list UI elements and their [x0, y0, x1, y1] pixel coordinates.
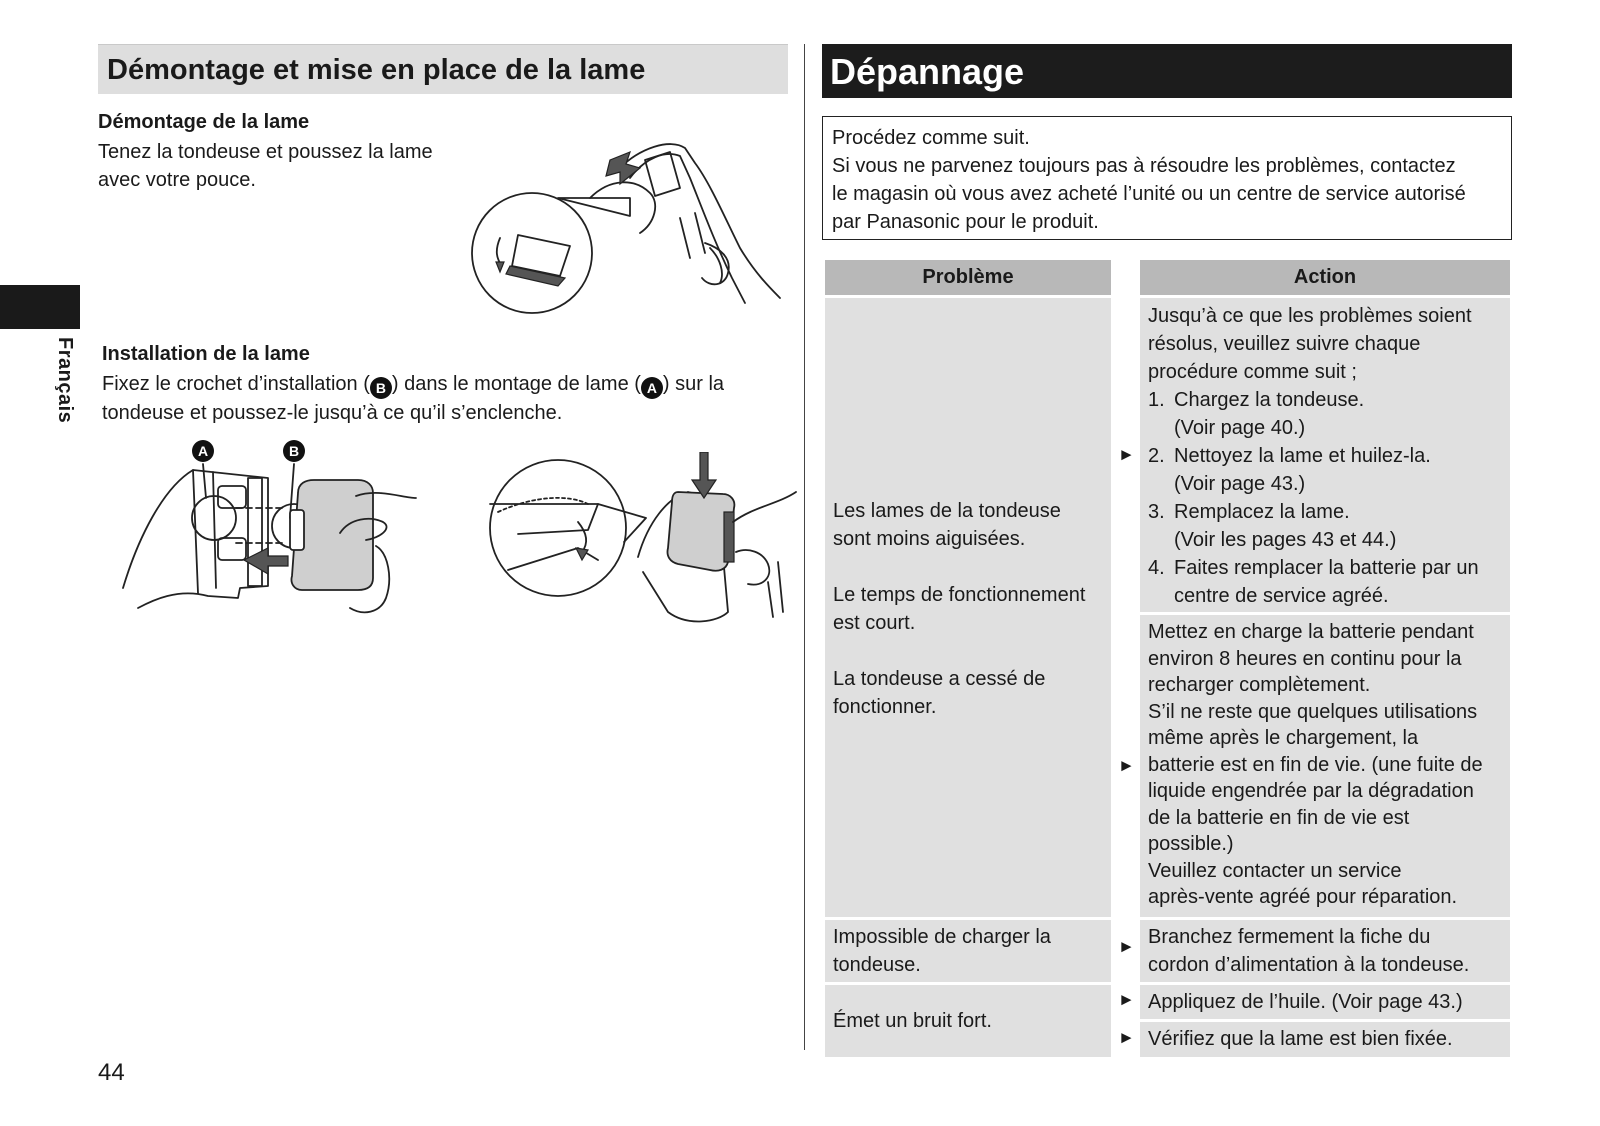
header-action: Action — [1140, 260, 1510, 295]
action-line: même après le chargement, la — [1148, 727, 1419, 749]
action-line: possible.) — [1148, 833, 1234, 855]
step-number: 2. — [1148, 445, 1165, 467]
blade-removal-illustration — [470, 138, 792, 323]
action-line: cordon d’alimentation à la tondeuse. — [1148, 954, 1470, 976]
problem-line: Émet un bruit fort. — [833, 1010, 992, 1032]
action-line: procédure comme suit ; — [1148, 361, 1357, 383]
action-step-3 — [1148, 498, 1479, 554]
problem-cell-1 — [825, 298, 1111, 917]
step-line: Faites remplacer la batterie par un — [1174, 557, 1479, 579]
action-steps — [1148, 302, 1479, 610]
action-line: Mettez en charge la batterie pendant — [1148, 621, 1474, 643]
problem-line: La tondeuse a cessé de — [833, 668, 1046, 690]
arrow-icon: ► — [1118, 756, 1135, 775]
installation-text-part-1: Fixez le crochet d’installation ( — [102, 373, 370, 395]
arrow-icon: ► — [1118, 990, 1135, 1009]
action-cell-1a — [1140, 298, 1510, 612]
language-label: Français — [54, 337, 76, 424]
step-line: (Voir page 43.) — [1174, 473, 1306, 495]
arrow-icon: ► — [1118, 937, 1135, 956]
section-heading-troubleshooting: Dépannage — [822, 44, 1512, 98]
intro-line-1: Procédez comme suit. — [832, 127, 1030, 149]
problem-line: fonctionner. — [833, 696, 937, 718]
installation-title: Installation de la lame — [102, 343, 310, 365]
installation-illustration-2 — [478, 452, 798, 627]
step-line: Nettoyez la lame et huilez-la. — [1174, 445, 1431, 467]
step-line: Remplacez la lame. — [1174, 501, 1350, 523]
step-number: 1. — [1148, 389, 1165, 411]
action-line: de la batterie en fin de vie est — [1148, 806, 1410, 829]
header-problem: Problème — [825, 260, 1111, 295]
problem-line: sont moins aiguisées. — [833, 528, 1026, 550]
action-paragraph — [1148, 923, 1469, 979]
installation-text-part-3: ) sur la — [662, 373, 725, 395]
arrow-icon: ► — [1118, 445, 1135, 464]
action-line: Branchez fermement la fiche du — [1148, 926, 1431, 948]
marker-a-icon: A — [641, 377, 663, 399]
installation-illustration-1 — [118, 438, 438, 628]
removal-text — [98, 138, 433, 194]
language-tab-marker — [0, 285, 80, 329]
action-line: batterie est en fin de vie. (une fuite de — [1148, 753, 1483, 776]
problem-line: tondeuse. — [833, 954, 921, 976]
step-number: 3. — [1148, 501, 1165, 523]
removal-title: Démontage de la lame — [98, 111, 310, 133]
label-a-icon: A — [192, 440, 214, 462]
problem-line: est court. — [833, 612, 916, 634]
step-line: (Voir les pages 43 et 44.) — [1174, 529, 1397, 551]
problem-cell-2 — [825, 920, 1111, 982]
installation-line-2: tondeuse et poussez-le jusqu’à ce qu’il s’enclenche. — [102, 402, 563, 424]
intro-line-3: le magasin où vous avez acheté l’unité ou un centre de service autorisé — [832, 183, 1466, 205]
label-b-icon: B — [283, 440, 305, 462]
intro-box — [822, 116, 1512, 240]
problem-item — [833, 665, 1045, 721]
action-line: recharger complètement. — [1148, 674, 1371, 696]
action-step-2 — [1148, 442, 1479, 498]
intro-line-2: Si vous ne parvenez toujours pas à résoudre les problèmes, contactez — [832, 155, 1456, 177]
action-line: après-vente agréé pour réparation. — [1148, 886, 1458, 908]
action-line: Jusqu’à ce que les problèmes soient — [1148, 305, 1472, 327]
action-line: S’il ne reste que quelques utilisations — [1148, 700, 1478, 723]
removal-line-2: avec votre pouce. — [98, 169, 256, 191]
action-line: Vérifiez que la lame est bien fixée. — [1148, 1028, 1453, 1050]
section-heading-blade: Démontage et mise en place de la lame — [98, 44, 788, 94]
removal-line-1: Tenez la tondeuse et poussez la lame — [98, 141, 433, 163]
action-cell-1b — [1140, 615, 1510, 917]
step-number: 4. — [1148, 557, 1165, 579]
installation-text-part-2: ) dans le montage de lame ( — [391, 373, 641, 395]
step-line: Chargez la tondeuse. — [1174, 389, 1365, 411]
action-paragraph — [1148, 619, 1483, 911]
problem-item — [833, 497, 1061, 553]
step-line: (Voir page 40.) — [1174, 417, 1306, 439]
problem-line: Les lames de la tondeuse — [833, 500, 1061, 522]
action-line: environ 8 heures en continu pour la — [1148, 647, 1462, 670]
action-cell-2 — [1140, 920, 1510, 982]
problem-item — [833, 581, 1085, 637]
action-cell-3b — [1140, 1022, 1510, 1057]
page-number: 44 — [98, 1059, 125, 1086]
problem-line: Le temps de fonctionnement — [833, 584, 1086, 606]
arrow-icon: ► — [1118, 1028, 1135, 1047]
problem-item — [833, 923, 1051, 979]
problem-cell-3 — [825, 985, 1111, 1057]
step-line: centre de service agréé. — [1174, 585, 1389, 607]
marker-b-icon: B — [370, 377, 392, 399]
hook-attach-drawing — [118, 438, 438, 628]
intro-line-4: par Panasonic pour le produit. — [832, 211, 1099, 233]
action-line: Appliquez de l’huile. (Voir page 43.) — [1148, 991, 1463, 1013]
action-step-list — [1148, 386, 1479, 610]
column-divider — [804, 44, 805, 1050]
action-cell-3a — [1140, 985, 1510, 1019]
problem-line: Impossible de charger la — [833, 926, 1051, 948]
action-step-4 — [1148, 554, 1479, 610]
installation-text — [102, 370, 724, 427]
action-step-1 — [1148, 386, 1479, 442]
action-line: liquide engendrée par la dégradation — [1148, 780, 1474, 802]
action-line: Veuillez contacter un service — [1148, 859, 1402, 882]
action-line: résolus, veuillez suivre chaque — [1148, 333, 1421, 355]
installation-line-1 — [102, 370, 724, 399]
